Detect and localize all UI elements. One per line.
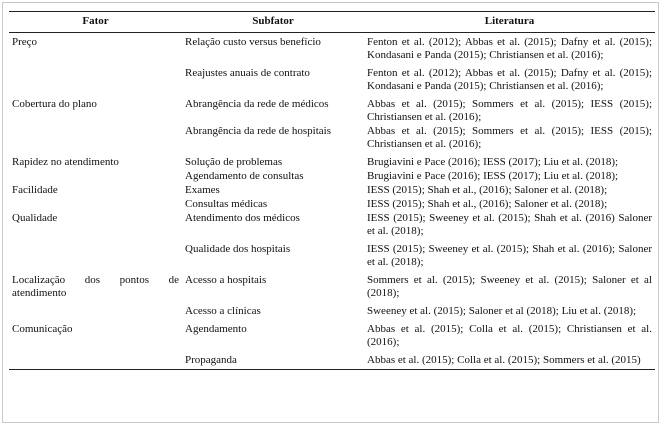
literatura-cell: Abbas et al. (2015); Sommers et al. (2015); IESS (2015); Christiansen et al. (2016); (367, 125, 652, 150)
table-row (9, 98, 655, 125)
table-row (9, 354, 655, 370)
literatura-cell: Brugiavini e Pace (2016); IESS (2017); Liu et al. (2018); (367, 170, 619, 182)
table-row (9, 125, 655, 156)
subfator-cell: Relação custo versus benefício (185, 36, 321, 48)
subfator-cell: Acesso a hospitais (185, 274, 267, 286)
fator-cell: Qualidade (12, 212, 58, 224)
table-frame (2, 2, 659, 423)
literatura-cell: Sweeney et al. (2015); Saloner et al (2018); Liu et al. (2018); (367, 305, 637, 317)
fator-cell (9, 67, 182, 98)
fator-cell (9, 243, 182, 274)
table-row (9, 305, 655, 323)
subfator-cell: Propaganda (182, 354, 364, 370)
header-subfator: Subfator (182, 12, 364, 33)
table-row (9, 198, 655, 212)
literatura-cell: Sommers et al. (2015); Sweeney et al. (2015); Saloner et al (2018); (367, 274, 652, 299)
subfator-cell: Solução de problemas (185, 156, 283, 168)
table-row (9, 243, 655, 274)
subfator-cell: Atendimento dos médicos (185, 212, 300, 224)
fator-cell: Preço (12, 36, 38, 48)
table-row (9, 323, 655, 354)
header-literatura: Literatura (364, 12, 655, 33)
literatura-cell: IESS (2015); Sweeney et al. (2015); Shah et al. (2016); Saloner et al. (2018); (367, 243, 652, 268)
literatura-cell: Fenton et al. (2012); Abbas et al. (2015); Dafny et al. (2015); Kondasani e Panda (2015); Christiansen et al. (2016); (367, 67, 652, 92)
fator-cell (9, 305, 182, 323)
subfator-cell: Qualidade dos hospitais (185, 243, 291, 255)
fator-cell: Localização dos pontos de atendimento (12, 274, 179, 299)
literatura-cell: Abbas et al. (2015); Colla et al. (2015); Christiansen et al. (2016); (367, 323, 652, 348)
table-row (9, 274, 655, 305)
fator-cell: Facilidade (12, 184, 58, 196)
table-row (9, 67, 655, 98)
table-row (9, 33, 655, 68)
table-row (9, 170, 655, 184)
fator-cell: Rapidez no atendimento (12, 156, 119, 168)
fator-cell (9, 125, 182, 156)
literatura-cell: IESS (2015); Shah et al., (2016); Saloner et al. (2018); (367, 184, 608, 196)
fator-cell (9, 354, 182, 370)
table-row (9, 184, 655, 198)
literatura-cell: Abbas et al. (2015); Sommers et al. (2015); IESS (2015); Christiansen et al. (2016); (367, 98, 652, 123)
fator-cell: Cobertura do plano (12, 98, 97, 110)
literatura-cell: IESS (2015); Shah et al., (2016); Saloner et al. (2018); (367, 198, 608, 210)
subfator-cell: Acesso a clínicas (185, 305, 261, 317)
subfator-cell: Reajustes anuais de contrato (185, 67, 310, 79)
header-fator: Fator (9, 12, 182, 33)
subfator-cell: Abrangência da rede de médicos (185, 98, 329, 110)
literatura-cell: Brugiavini e Pace (2016); IESS (2017); Liu et al. (2018); (367, 156, 619, 168)
literatura-cell: IESS (2015); Sweeney et al. (2015); Shah et al. (2016) Saloner et al. (2018); (367, 212, 652, 237)
header-row (9, 12, 655, 33)
subfator-cell: Agendamento (185, 323, 247, 335)
subfator-cell: Consultas médicas (185, 198, 268, 210)
literature-table (9, 11, 655, 370)
fator-cell (9, 198, 182, 212)
table-row (9, 212, 655, 243)
fator-cell (9, 170, 182, 184)
literatura-cell: Fenton et al. (2012); Abbas et al. (2015); Dafny et al. (2015); Kondasani e Panda (2015); Christiansen et al. (2016); (367, 36, 652, 61)
subfator-cell: Agendamento de consultas (185, 170, 304, 182)
subfator-cell: Exames (185, 184, 220, 196)
literatura-cell: Abbas et al. (2015); Colla et al. (2015); Sommers et al. (2015) (364, 354, 655, 370)
table-row (9, 156, 655, 170)
subfator-cell: Abrangência da rede de hospitais (185, 125, 331, 137)
fator-cell: Comunicação (12, 323, 73, 335)
